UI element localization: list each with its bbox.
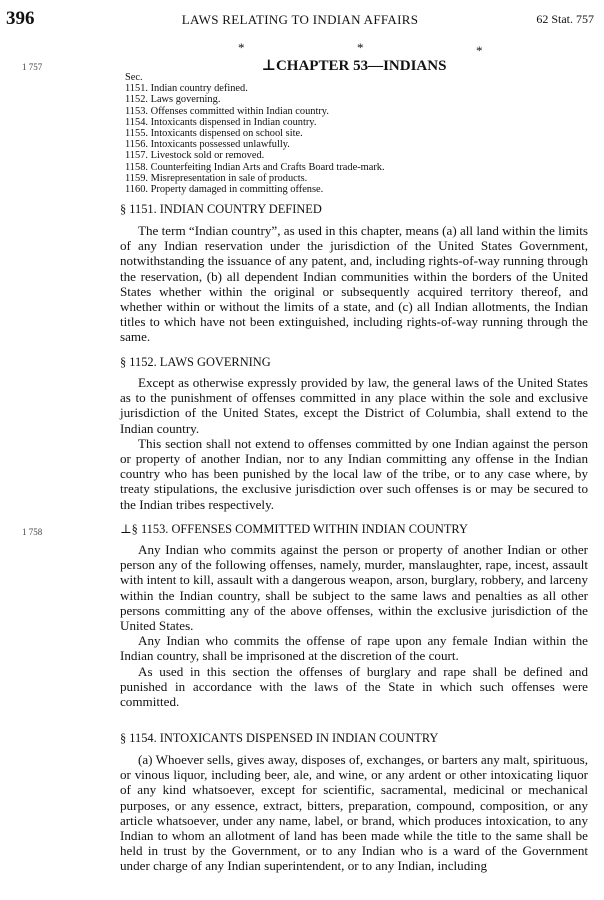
section-list-item: 1154. Intoxicants dispensed in Indian country. <box>125 116 317 128</box>
page-number: 396 <box>6 8 35 29</box>
section-list-item: 1158. Counterfeiting Indian Arts and Crafts Board trade-mark. <box>125 161 385 173</box>
section-list-item: 1153. Offenses committed within Indian country. <box>125 105 329 117</box>
section-heading: § 1154. INTOXICANTS DISPENSED IN INDIAN COUNTRY <box>120 731 439 745</box>
section-paragraph: Any Indian who commits against the person or property of another Indian or other person any of the following offenses, namely, murder, manslaughter, rape, incest, assault with intent to kill, assault with a dangerous weapon, arson, burglary, robbery, and larceny within the Indian country, shall be subject to the same laws and penalties as all other persons committing any of the above offenses, within the exclusive jurisdiction of the United States. <box>120 542 588 634</box>
chapter-title: ⊥CHAPTER 53—INDIANS <box>261 58 447 74</box>
section-list-item: 1151. Indian country defined. <box>125 83 248 95</box>
section-list-item: 1156. Intoxicants possessed unlawfully. <box>125 139 290 151</box>
section-heading: § 1152. LAWS GOVERNING <box>120 355 271 369</box>
section-heading: § 1151. INDIAN COUNTRY DEFINED <box>120 202 322 216</box>
section-1154 <box>120 731 588 746</box>
section-paragraph: Any Indian who commits the offense of rape upon any female Indian within the Indian country, shall be imprisoned at the discretion of the court. <box>120 633 588 664</box>
section-1153-body <box>120 542 588 709</box>
statute-reference: 62 Stat. 757 <box>536 12 594 26</box>
section-heading: ⊥§ 1153. OFFENSES COMMITTED WITHIN INDIAN COUNTRY <box>120 522 468 536</box>
asterisk: * <box>238 40 245 55</box>
section-list-item: 1157. Livestock sold or removed. <box>125 150 265 162</box>
section-list-item: 1160. Property damaged in committing offense. <box>125 184 324 196</box>
section-paragraph: This section shall not extend to offenses committed by one Indian against the person or property of another Indian, nor to any Indian committing any offense in the Indian country who has been punished by the local law of the tribe, or to any case where, by treaty stipulations, the exclusive jurisdiction over such offenses is or may be secured to the Indian tribes respectively. <box>120 435 588 512</box>
section-list-item: 1155. Intoxicants dispensed on school site. <box>125 128 303 140</box>
ellipsis-asterisks <box>0 40 604 58</box>
page-header <box>6 8 594 28</box>
margin-note-page-marker: 1 758 <box>22 527 43 537</box>
section-1151-body <box>120 223 588 345</box>
section-1152 <box>120 355 588 370</box>
section-1154-body <box>120 752 588 874</box>
section-list-item: 1152. Laws governing. <box>125 94 221 106</box>
section-paragraph: The term “Indian country”, as used in this chapter, means (a) all land within the limits of any Indian reservation under the jurisdiction of the United States Government, notwithstanding the issuance of any patent, and, including rights-of-way running through the reservation, (b) all dependent Indian communities within the borders of the United States whether within the original or subsequently acquired territory thereof, and whether within or without the limits of a state, and (c) all Indian allotments, the Indian titles to which have not been extinguished, including rights-of-way running through the same. <box>120 223 588 345</box>
section-1151 <box>120 202 588 217</box>
section-list-label: Sec. <box>125 72 143 83</box>
section-1153 <box>120 521 588 537</box>
section-paragraph: Except as otherwise expressly provided by law, the general laws of the United States as to the punishment of offenses committed in any place within the sole and exclusive jurisdiction of the United States, except the District of Columbia, shall extend to the Indian country. <box>120 375 588 436</box>
asterisk: * <box>357 40 364 55</box>
section-paragraph: (a) Whoever sells, gives away, disposes of, exchanges, or barters any malt, spirituous, or vinous liquor, including beer, ale, and wine, or any ardent or other intoxicating liquor of any kind whatsoever, except for scientific, sacramental, medicinal or mechanical purposes, or any essence, extract, bitters, preparation, compound, composition, or any article whatsoever, under any name, label, or brand, which produces intoxication, to any Indian to whom an allotment of land has been made while the title to the same shall be held in trust by the Government, or to any Indian who is a ward of the Government under charge of any Indian superintendent, or to any Indian, including <box>120 752 588 874</box>
running-title: LAWS RELATING TO INDIAN AFFAIRS <box>181 12 419 27</box>
section-paragraph: As used in this section the offenses of burglary and rape shall be defined and punished in accordance with the laws of the State in which such offenses were committed. <box>120 663 588 710</box>
asterisk: * <box>476 43 483 58</box>
section-list-item: 1159. Misrepresentation in sale of products. <box>125 172 308 184</box>
section-1152-body <box>120 375 588 512</box>
section-list <box>125 72 585 195</box>
margin-note-page-marker: 1 757 <box>22 62 43 72</box>
